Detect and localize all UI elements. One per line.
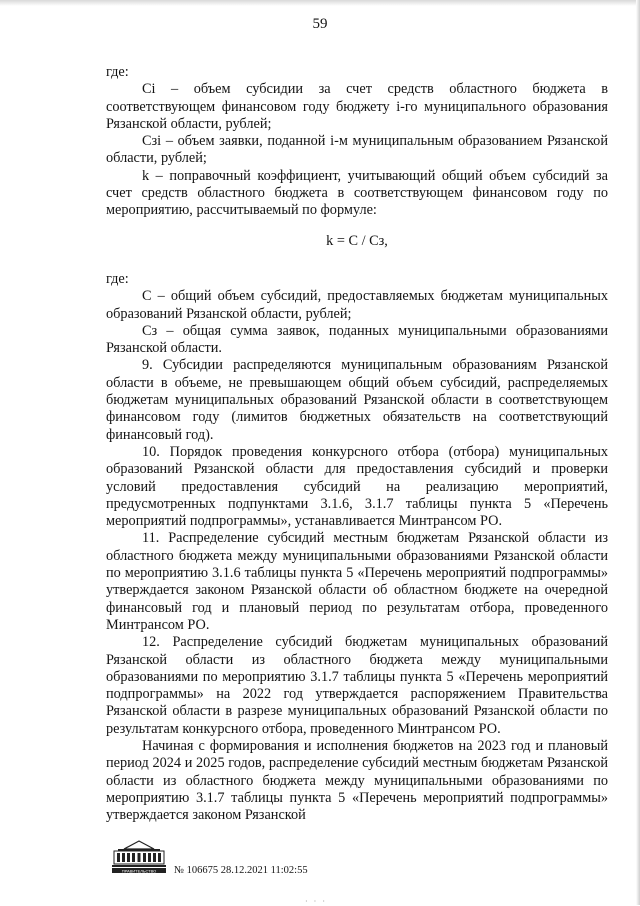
paragraph: где:	[106, 64, 129, 80]
paragraph: 10. Порядок проведения конкурсного отбора (отбора) муниципальных образований Рязанской области для предоставления субсидий и проверки условий предоставления субсидий на реализацию мероприятий, предусмотренных подпунктами 3.1.6, 3.1.7 таблицы пункта 5 «Перечень мероприятий подпрограммы», устанавливается Минтрансом РО.	[106, 443, 608, 530]
government-building-stamp-icon	[110, 838, 168, 874]
document-number: № 106675	[174, 865, 219, 876]
paragraph: 12. Распределение субсидий бюджетам муниципальных образований Рязанской области из областного бюджета между муниципальными образованиями по мероприятию 3.1.7 таблицы пункта 5 «Перечень мероприятий подпрограммы» на 2022 год утверждается распоряжением Правительства Рязанской области в разрезе муниципальных образований Рязанской области по результатам конкурсного отбора, проведенного Минтрансом РО.	[106, 634, 608, 737]
document-footer	[110, 838, 370, 888]
page-number: 59	[312, 16, 328, 32]
svg-text:ПРАВИТЕЛЬСТВО: ПРАВИТЕЛЬСТВО	[121, 868, 157, 874]
formula: k = C / Сз,	[326, 232, 388, 249]
document-body	[106, 60, 608, 824]
scan-edge-right	[636, 0, 640, 905]
document-datetime: 28.12.2021 11:02:55	[220, 865, 308, 876]
paragraph: Начиная с формирования и исполнения бюджетов на 2023 год и плановый период 2024 и 2025 годов, распределение субсидий местным бюджетам Рязанской области из областного бюджета между муниципальными образованиями по мероприятию 3.1.7 таблицы пункта 5 «Перечень мероприятий подпрограммы» утверждается законом Рязанской	[106, 737, 608, 824]
document-registration-info	[174, 865, 308, 876]
paragraph: 9. Субсидии распределяются муниципальным образованиям Рязанской области в объеме, не превышающем общий объем субсидий, распределяемых бюджетам муниципальных образований Рязанской области в соответствующем финансовом году (лимитов бюджетных обязательств на соответствующий финансовый год).	[106, 357, 608, 443]
paragraph: Сзi – объем заявки, поданной i-м муниципальным образованием Рязанской области, рублей;	[106, 133, 608, 167]
paragraph: где:	[106, 270, 129, 287]
scan-edge-top	[0, 0, 640, 6]
paragraph: Ci – объем субсидии за счет средств областного бюджета в соответствующем финансовом году бюджету i-го муниципального образования Рязанской области, рублей;	[106, 81, 608, 132]
paragraph: Сз – общая сумма заявок, поданных муниципальными образованиями Рязанской области.	[106, 322, 608, 357]
paragraph: 11. Распределение субсидий местным бюджетам Рязанской области из областного бюджета между муниципальными образованиями Рязанской области по мероприятию 3.1.6 таблицы пункта 5 «Перечень мероприятий подпрограммы» утверждается законом Рязанской области об областном бюджете на очередной финансовый год и плановый период по результатам отбора, проведенного Минтрансом РО.	[106, 530, 608, 633]
scan-artifact: · · ·	[305, 897, 327, 906]
paragraph: C – общий объем субсидий, предоставляемых бюджетам муниципальных образований Рязанской области, рублей;	[106, 288, 608, 322]
paragraph: k – поправочный коэффициент, учитывающий общий объем субсидий за счет средств областного бюджета в соответствующем финансовом году по мероприятию, рассчитываемый по формуле:	[106, 167, 608, 219]
